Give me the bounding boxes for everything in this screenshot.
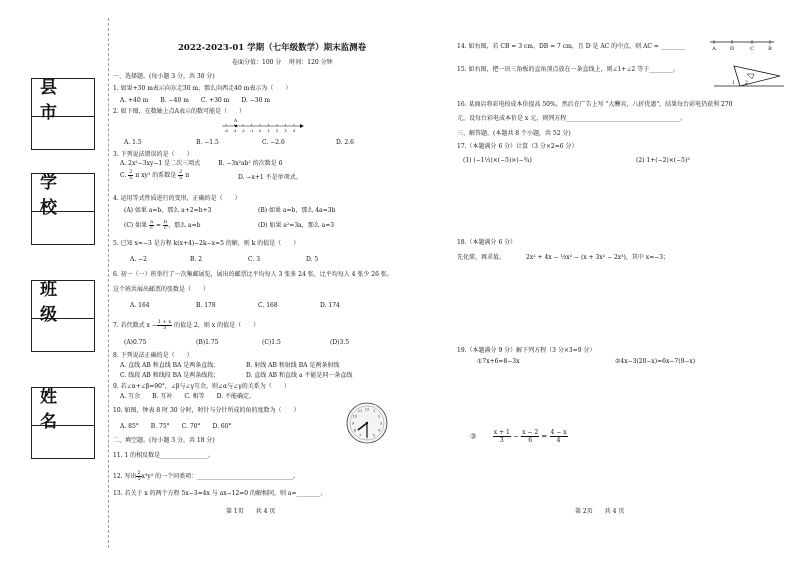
line-segment-figure [708, 36, 776, 52]
q6-text-cont: 这个班共展出邮票的张数是（ ） [113, 286, 210, 293]
segment-point-label: A [712, 46, 716, 52]
q10-text: 10. 如图，钟表 8 时 30 分时，时针与分针所成的角的度数为（ ） [113, 407, 300, 414]
clock-number: 12 [364, 407, 370, 412]
q16-text-cont: 元，设每台彩电成本价是 x 元，则列方程______________________________________。 [457, 115, 687, 122]
q8-option-b: B. 射线 AB 和射线 BA 是两条射线 [246, 362, 340, 369]
q11-text: 11. 1 的相反数是________________。 [113, 452, 215, 459]
q18-expression: 2x² + 4x − ⅓x² − (x + 3x² − 2x³)，其中 x=−3； [526, 254, 670, 261]
q4-option-b: (B) 如果 a=b，那么 4a=3b [258, 207, 336, 214]
q18-instruction: 先化简，再求值。 [457, 254, 506, 261]
q3-option-ab: A. 2x²−3xy−1 是二次三项式 B. −3x²ab² 的次数是 6 [120, 160, 283, 167]
fraction: $\frac{x - 2}{6}$ [522, 429, 539, 444]
q6-option-d: D. 174 [320, 302, 340, 309]
school-label: 学 校 [32, 174, 94, 212]
q6-option-b: B. 178 [196, 302, 216, 309]
q10-options: A. 85° B. 75° C. 70° D. 60° [120, 423, 232, 430]
q13-text: 13. 若关于 x 的两个方程 5x−3=4x 与 ax−12=0 的解相同，则 a=________。 [113, 490, 327, 497]
page-title: 2022-2023-01 学期（七年级数学）期末监测卷 [178, 43, 367, 53]
clock-number: 7 [358, 433, 362, 438]
q6-text: 6. 初一（一）班举行了一次集邮展览，展出的邮票比平均每人 3 张多 24 张，比平均每人 4 张少 26 张。 [113, 271, 393, 278]
q17-text: 17.（本题满分 6 分）计算（3 分×2=6 分） [457, 143, 578, 150]
svg-text:1: 1 [732, 81, 735, 86]
fraction: $\frac{2}{5}$ [137, 470, 141, 482]
q6-option-c: C. 168 [258, 302, 278, 309]
segment-point-label: B [768, 46, 772, 52]
q7-text: 7. 若代数式 x − $\frac{1 + x}{3}$ 的值是 2，则 x 的值是（ ） [113, 319, 260, 331]
section2-heading: 二、填空题。(每小题 3 分，共 18 分) [113, 437, 215, 444]
q16-text: 16. 某商店将彩电按成本价提高 50%，然后在广告上写 "大酬宾，八折优惠"，结果每台彩电仍获利 270 [457, 101, 733, 108]
q5-text: 5. 已知 x=−3 是方程 k(x+4)−2k−x=5 的解，则 k 的值是（ ） [113, 240, 300, 247]
q3-text: 3. 下列说法错误的是（ ） [113, 151, 193, 158]
q17-part1: (1) (−1⅓)×(−5)×(−¾) [463, 157, 532, 164]
q3-option-c: C. $\frac{2}{5}$ π xy² 的系数是 $\frac{2}{5}$ π [120, 169, 190, 181]
q4-option-c: (C) 如果 $\frac{a}{c}$ = $\frac{b}{c}$ ，那么 a=b [124, 219, 201, 231]
q19-text: 19.（本题满分 9 分）解下列方程（3 分×3=9 分） [457, 347, 596, 354]
clock-number: 10 [352, 414, 358, 419]
axis-tick-label: -1 [249, 129, 254, 133]
fraction: $\frac{x + 1}{3}$ [493, 429, 510, 444]
q2-option-b: B. −1.5 [196, 139, 219, 146]
axis-tick-label: 4 [292, 129, 296, 133]
svg-text:2: 2 [745, 81, 748, 86]
q2-option-a: A. 1.5 [124, 139, 142, 146]
q19-part1: ①7x+6=8−3x [477, 358, 520, 365]
q8-text: 8. 下列说法正确的是（ ） [113, 352, 193, 359]
class-label: 班 级 [32, 281, 94, 319]
q7-option-a: (A)0.75 [124, 339, 147, 346]
axis-tick-label: 1 [267, 129, 270, 133]
q9-text: 9. 若∠α+∠β=90°，∠β与∠γ互余，则∠α与∠γ的关系为（ ） [113, 383, 290, 390]
q18-text: 18.（本题满分 6 分） [457, 239, 517, 246]
axis-tick-label: -4 [224, 129, 228, 133]
number-line-figure [220, 117, 304, 133]
fraction: $\frac{2}{5}$ [179, 169, 183, 181]
q19-part3: ③ $\frac{x + 1}{3}$ − $\frac{x - 2}{6}$ = $\frac{4 - x}{4}$ [470, 429, 567, 444]
clock-figure [345, 401, 389, 445]
point-a-marker [235, 125, 237, 127]
section1-heading: 一、选择题。(每小题 3 分，共 30 分) [113, 73, 215, 80]
segment-point-label: D [729, 46, 735, 52]
clock-number: 8 [353, 428, 357, 433]
exam-meta: 卷面分值：100 分 时间：120 分钟 [232, 59, 333, 66]
binding-line [108, 18, 109, 548]
q5-option-d: D. 5 [306, 256, 319, 263]
q5-option-c: C. 3 [248, 256, 261, 263]
axis-tick-label: 2 [275, 129, 279, 133]
q8-option-a: A. 直线 AB 和直线 BA 是两条直线； [120, 362, 220, 369]
fraction: $\frac{a}{c}$ [150, 219, 154, 231]
clock-number: 6 [365, 435, 369, 440]
axis-tick-label: 3 [284, 129, 287, 133]
q19-part2: ②4x−3(20−x)=6x−7(9−x) [615, 358, 696, 365]
page1-footer: 第 1页 共 4 页 [226, 508, 276, 515]
q1-text: 1. 如果+30 m表示向东走30 m，那么向西走40 m表示为（ ） [113, 85, 292, 92]
fraction: $\frac{1 + x}{3}$ [157, 319, 172, 331]
q9-options: A. 互余 B. 互补 C. 相等 D. 不能确定。 [120, 393, 255, 400]
q8-option-c: C. 线段 AB 和线段 BA 是两条线段； [120, 372, 220, 379]
q4-option-a: (A) 如果 a=b，那么 a+2=b+3 [124, 207, 212, 214]
q14-text: 14. 如右图，若 CB = 3 cm，DB = 7 cm，且 D 是 AC 的中点，则 AC = ________ [457, 43, 685, 50]
axis-tick-label: -3 [232, 129, 237, 133]
q2-option-d: D. 2.6 [336, 139, 354, 146]
point-a-label: A [234, 119, 238, 124]
fraction: $\frac{2}{5}$ [129, 169, 133, 181]
school-box [31, 173, 95, 245]
q6-option-a: A. 164 [130, 302, 150, 309]
q1-options: A. +40 m B. −40 m C. +30 m D. −30 m [120, 97, 271, 104]
county-box [31, 78, 95, 150]
q15-text: 15. 如右图，把一块三角板的直角顶点放在一条直线上，则∠1+∠2 等于________。 [457, 66, 680, 73]
q12-text: 12. 写出 $\frac{2}{5}$ x³y² 的一个同类项：________________________________。 [113, 470, 300, 482]
segment-point-label: C [750, 46, 754, 52]
axis-tick-label: 0 [258, 129, 262, 133]
triangle-ruler-figure [712, 60, 786, 94]
county-label: 县 市 [32, 79, 94, 117]
section3-heading: 三、解答题。(本题共 8 个小题，共 52 分) [457, 130, 571, 137]
q7-option-d: (D)3.5 [330, 339, 350, 346]
q7-option-b: (B)1.75 [196, 339, 219, 346]
q4-option-d: (D) 如果 a²=3a，那么 a=3 [258, 222, 335, 229]
q5-option-a: A. −2 [130, 256, 147, 263]
clock-number: 2 [377, 414, 381, 419]
name-box [31, 387, 95, 459]
page2-footer: 第 2页 共 4 页 [575, 508, 625, 515]
q4-text: 4. 运用等式性质进行的变形，正确的是（ ） [113, 195, 241, 202]
q7-option-c: (C)1.5 [262, 339, 281, 346]
fraction: $\frac{b}{c}$ [163, 219, 168, 231]
clock-number: 1 [372, 409, 376, 414]
axis-tick-label: -2 [241, 129, 245, 133]
fraction: $\frac{4 - x}{4}$ [550, 429, 567, 444]
q17-part2: (2) 1+(−2)×(−5)² [636, 157, 690, 164]
q2-text: 2. 如下图，在数轴上点A表示的数可能是（ ） [113, 108, 245, 115]
clock-number: 5 [372, 433, 376, 438]
q2-option-c: C. −2.6 [262, 139, 285, 146]
q8-option-d: D. 直线 AB 和直线 a 不能是同一条直线 [246, 372, 353, 379]
q3-option-d: D. −x+1 不是单项式。 [238, 174, 302, 181]
q5-option-b: B. 2 [190, 256, 203, 263]
clock-number: 4 [377, 428, 381, 433]
clock-number: 3 [379, 421, 383, 426]
name-label: 姓 名 [32, 388, 94, 426]
clock-number: 9 [351, 421, 355, 426]
class-box [31, 280, 95, 352]
clock-number: 11 [357, 409, 363, 414]
